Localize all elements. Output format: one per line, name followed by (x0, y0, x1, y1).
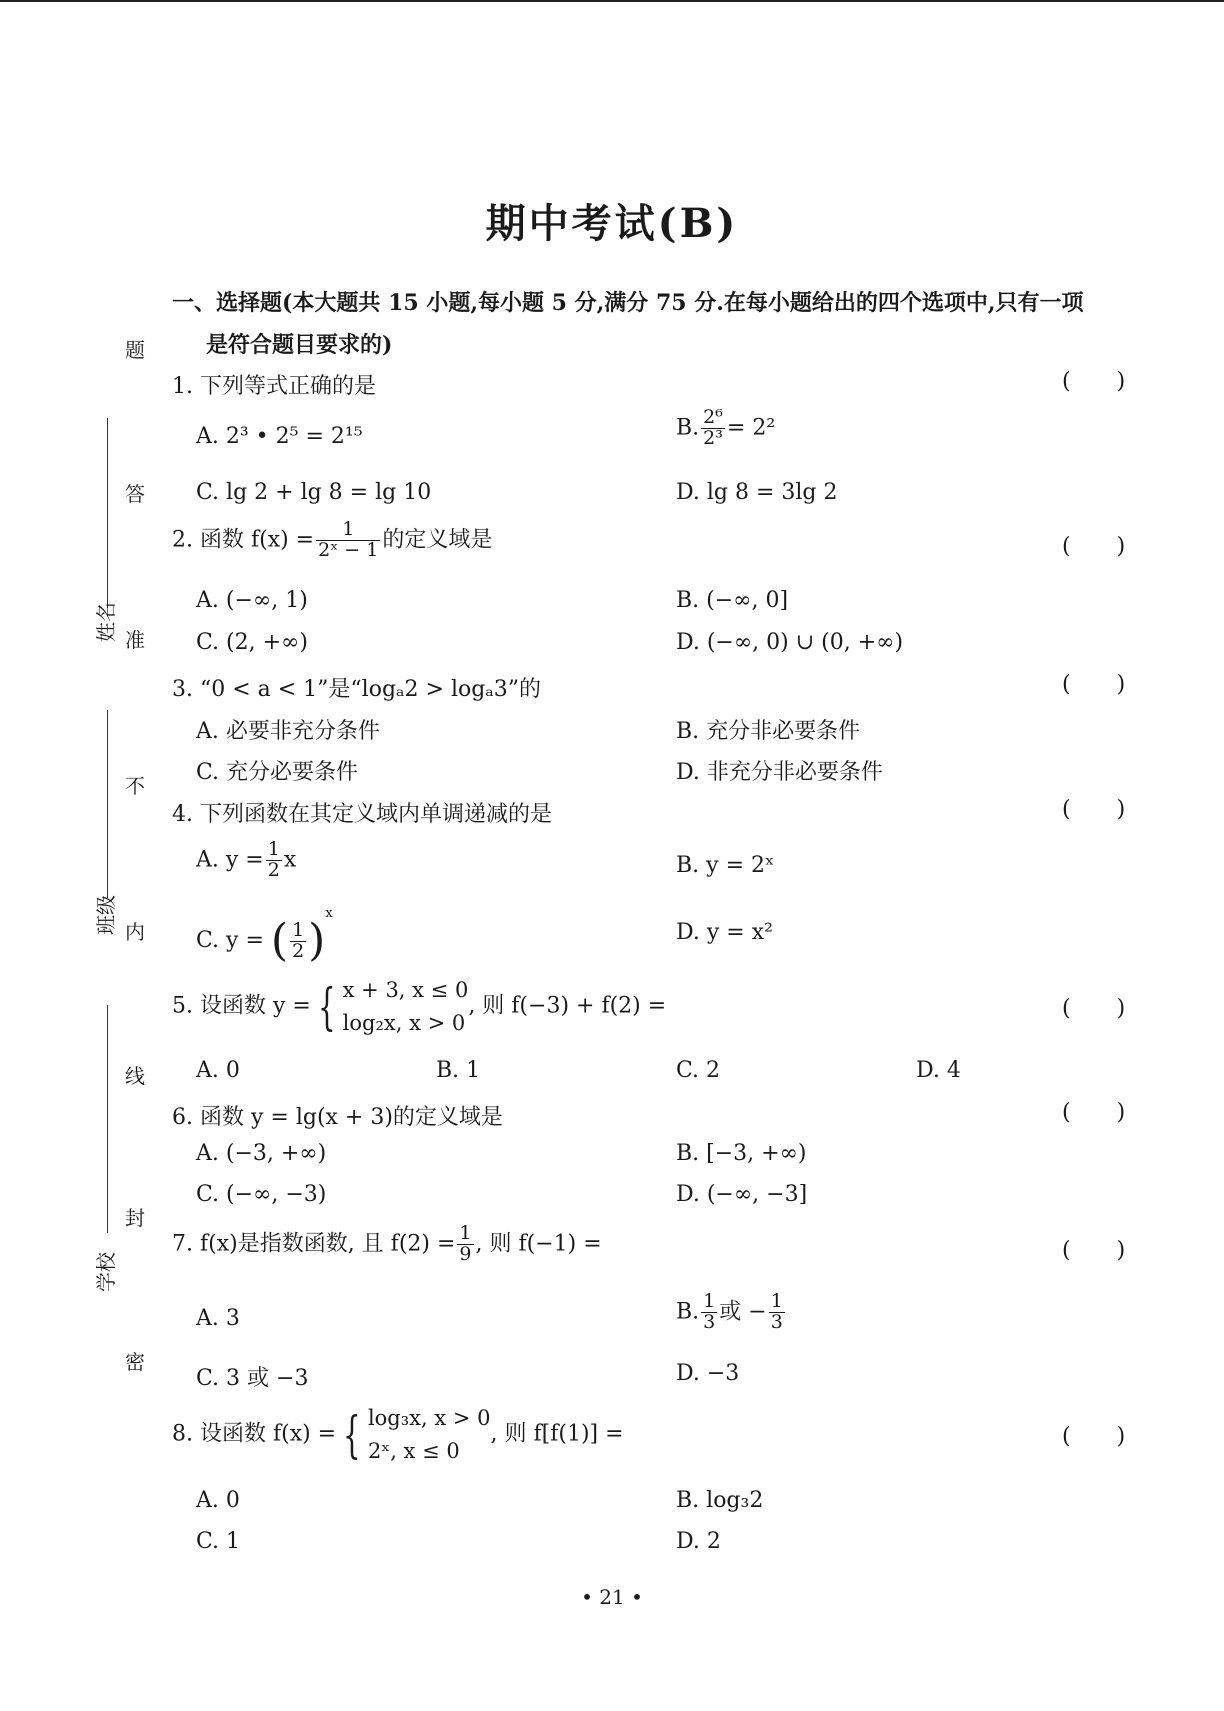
field-line-school (107, 1005, 108, 1233)
side-label-nei: 内 (125, 920, 145, 944)
q3-option-a: A. 必要非充分条件 (196, 719, 380, 744)
q5-option-c: C. 2 (676, 1058, 721, 1083)
section-heading-line1: 一、选择题(本大题共 15 小题,每小题 5 分,满分 75 分.在每小题给出的四个选项中,只有一项 (172, 290, 1084, 316)
q3-option-b: B. 充分非必要条件 (676, 719, 861, 744)
q6-option-a: A. (−3, +∞) (196, 1141, 327, 1166)
q6-option-c: C. (−∞, −3) (196, 1182, 327, 1207)
field-label-name: 姓名 (94, 602, 118, 642)
q2-stem: 2. 函数 f(x) = $\frac{1}{\text{2ˣ − 1}}$ 的定义域是 (172, 518, 493, 561)
q4-answer-blank: ( ) (1062, 797, 1126, 822)
q5-option-a: A. 0 (196, 1058, 240, 1083)
q2-answer-blank: ( ) (1062, 534, 1126, 559)
q2-option-b: B. (−∞, 0] (676, 588, 789, 613)
q5-stem: 5. 设函数 y = { x + 3, x ≤ 0 log₂x, x > 0 , 则 f(−3) + f(2) = (172, 977, 667, 1036)
q8-stem: 8. 设函数 f(x) = { log₃x, x > 0 2ˣ, x ≤ 0 , 则 f[f(1)] = (172, 1405, 624, 1464)
page-number: • 21 • (581, 1585, 643, 1609)
page-title: 期中考试(B) (485, 200, 739, 247)
q5-option-d: D. 4 (916, 1058, 961, 1083)
q1-option-c: C. lg 2 + lg 8 = lg 10 (196, 480, 432, 505)
q4-option-c: C. y = ( $\frac{1}{2}$ )$^x$ (196, 906, 333, 966)
q1-answer-blank: ( ) (1062, 369, 1126, 394)
q4-stem: 4. 下列函数在其定义域内单调递减的是 (172, 802, 552, 827)
q2-option-c: C. (2, +∞) (196, 630, 308, 655)
field-line-name (107, 418, 108, 608)
q7-option-a: A. 3 (196, 1306, 240, 1331)
q8-option-c: C. 1 (196, 1529, 241, 1554)
q3-option-d: D. 非充分非必要条件 (676, 760, 883, 785)
section-heading-line2: 是符合题目要求的) (206, 332, 393, 358)
q7-answer-blank: ( ) (1062, 1238, 1126, 1263)
field-label-school: 学校 (94, 1252, 118, 1292)
q6-stem: 6. 函数 y = lg(x + 3)的定义域是 (172, 1105, 503, 1130)
q1-option-d: D. lg 8 = 3lg 2 (676, 480, 838, 505)
side-label-xian: 线 (125, 1064, 145, 1088)
q7-option-b: B. $\frac{1}{3}$ 或 − $\frac{1}{3}$ (676, 1290, 783, 1333)
q7-option-c: C. 3 或 −3 (196, 1366, 309, 1391)
q5-option-b: B. 1 (436, 1058, 481, 1083)
side-label-mi: 密 (125, 1350, 145, 1374)
q6-answer-blank: ( ) (1062, 1100, 1126, 1125)
q1-option-a: A. 2³ • 2⁵ = 2¹⁵ (196, 424, 363, 449)
q2-option-d: D. (−∞, 0) ∪ (0, +∞) (676, 630, 904, 655)
q4-option-a: A. y = $\frac{1}{2}$ x (196, 838, 297, 881)
q4-option-d: D. y = x² (676, 920, 773, 945)
q8-option-b: B. log₃2 (676, 1488, 764, 1513)
side-label-zhun: 准 (125, 628, 145, 652)
side-label-da: 答 (125, 482, 145, 506)
side-label-feng: 封 (125, 1206, 145, 1230)
q3-stem: 3. “0 < a < 1”是“logₐ2 > logₐ3”的 (172, 677, 542, 702)
q8-answer-blank: ( ) (1062, 1424, 1126, 1449)
q3-option-c: C. 充分必要条件 (196, 760, 359, 785)
q8-option-d: D. 2 (676, 1529, 721, 1554)
q6-option-b: B. [−3, +∞) (676, 1141, 807, 1166)
field-line-class (107, 710, 108, 898)
field-label-class: 班级 (94, 895, 118, 935)
q6-option-d: D. (−∞, −3] (676, 1182, 808, 1207)
q7-option-d: D. −3 (676, 1361, 740, 1386)
q4-option-b: B. y = 2ˣ (676, 853, 775, 878)
top-rule (0, 0, 1224, 2)
q2-option-a: A. (−∞, 1) (196, 588, 308, 613)
q8-option-a: A. 0 (196, 1488, 240, 1513)
side-label-ti: 题 (125, 338, 145, 362)
q1-stem: 1. 下列等式正确的是 (172, 374, 376, 399)
q7-stem: 7. f(x)是指数函数, 且 f(2) = $\frac{1}{9}$ , 则 f(−1) = (172, 1222, 602, 1265)
side-label-bu: 不 (125, 774, 145, 798)
q1-option-b: B. $\frac{\text{2⁶}}{\text{2³}}$ = 2² (676, 406, 776, 449)
q5-answer-blank: ( ) (1062, 996, 1126, 1021)
q3-answer-blank: ( ) (1062, 672, 1126, 697)
